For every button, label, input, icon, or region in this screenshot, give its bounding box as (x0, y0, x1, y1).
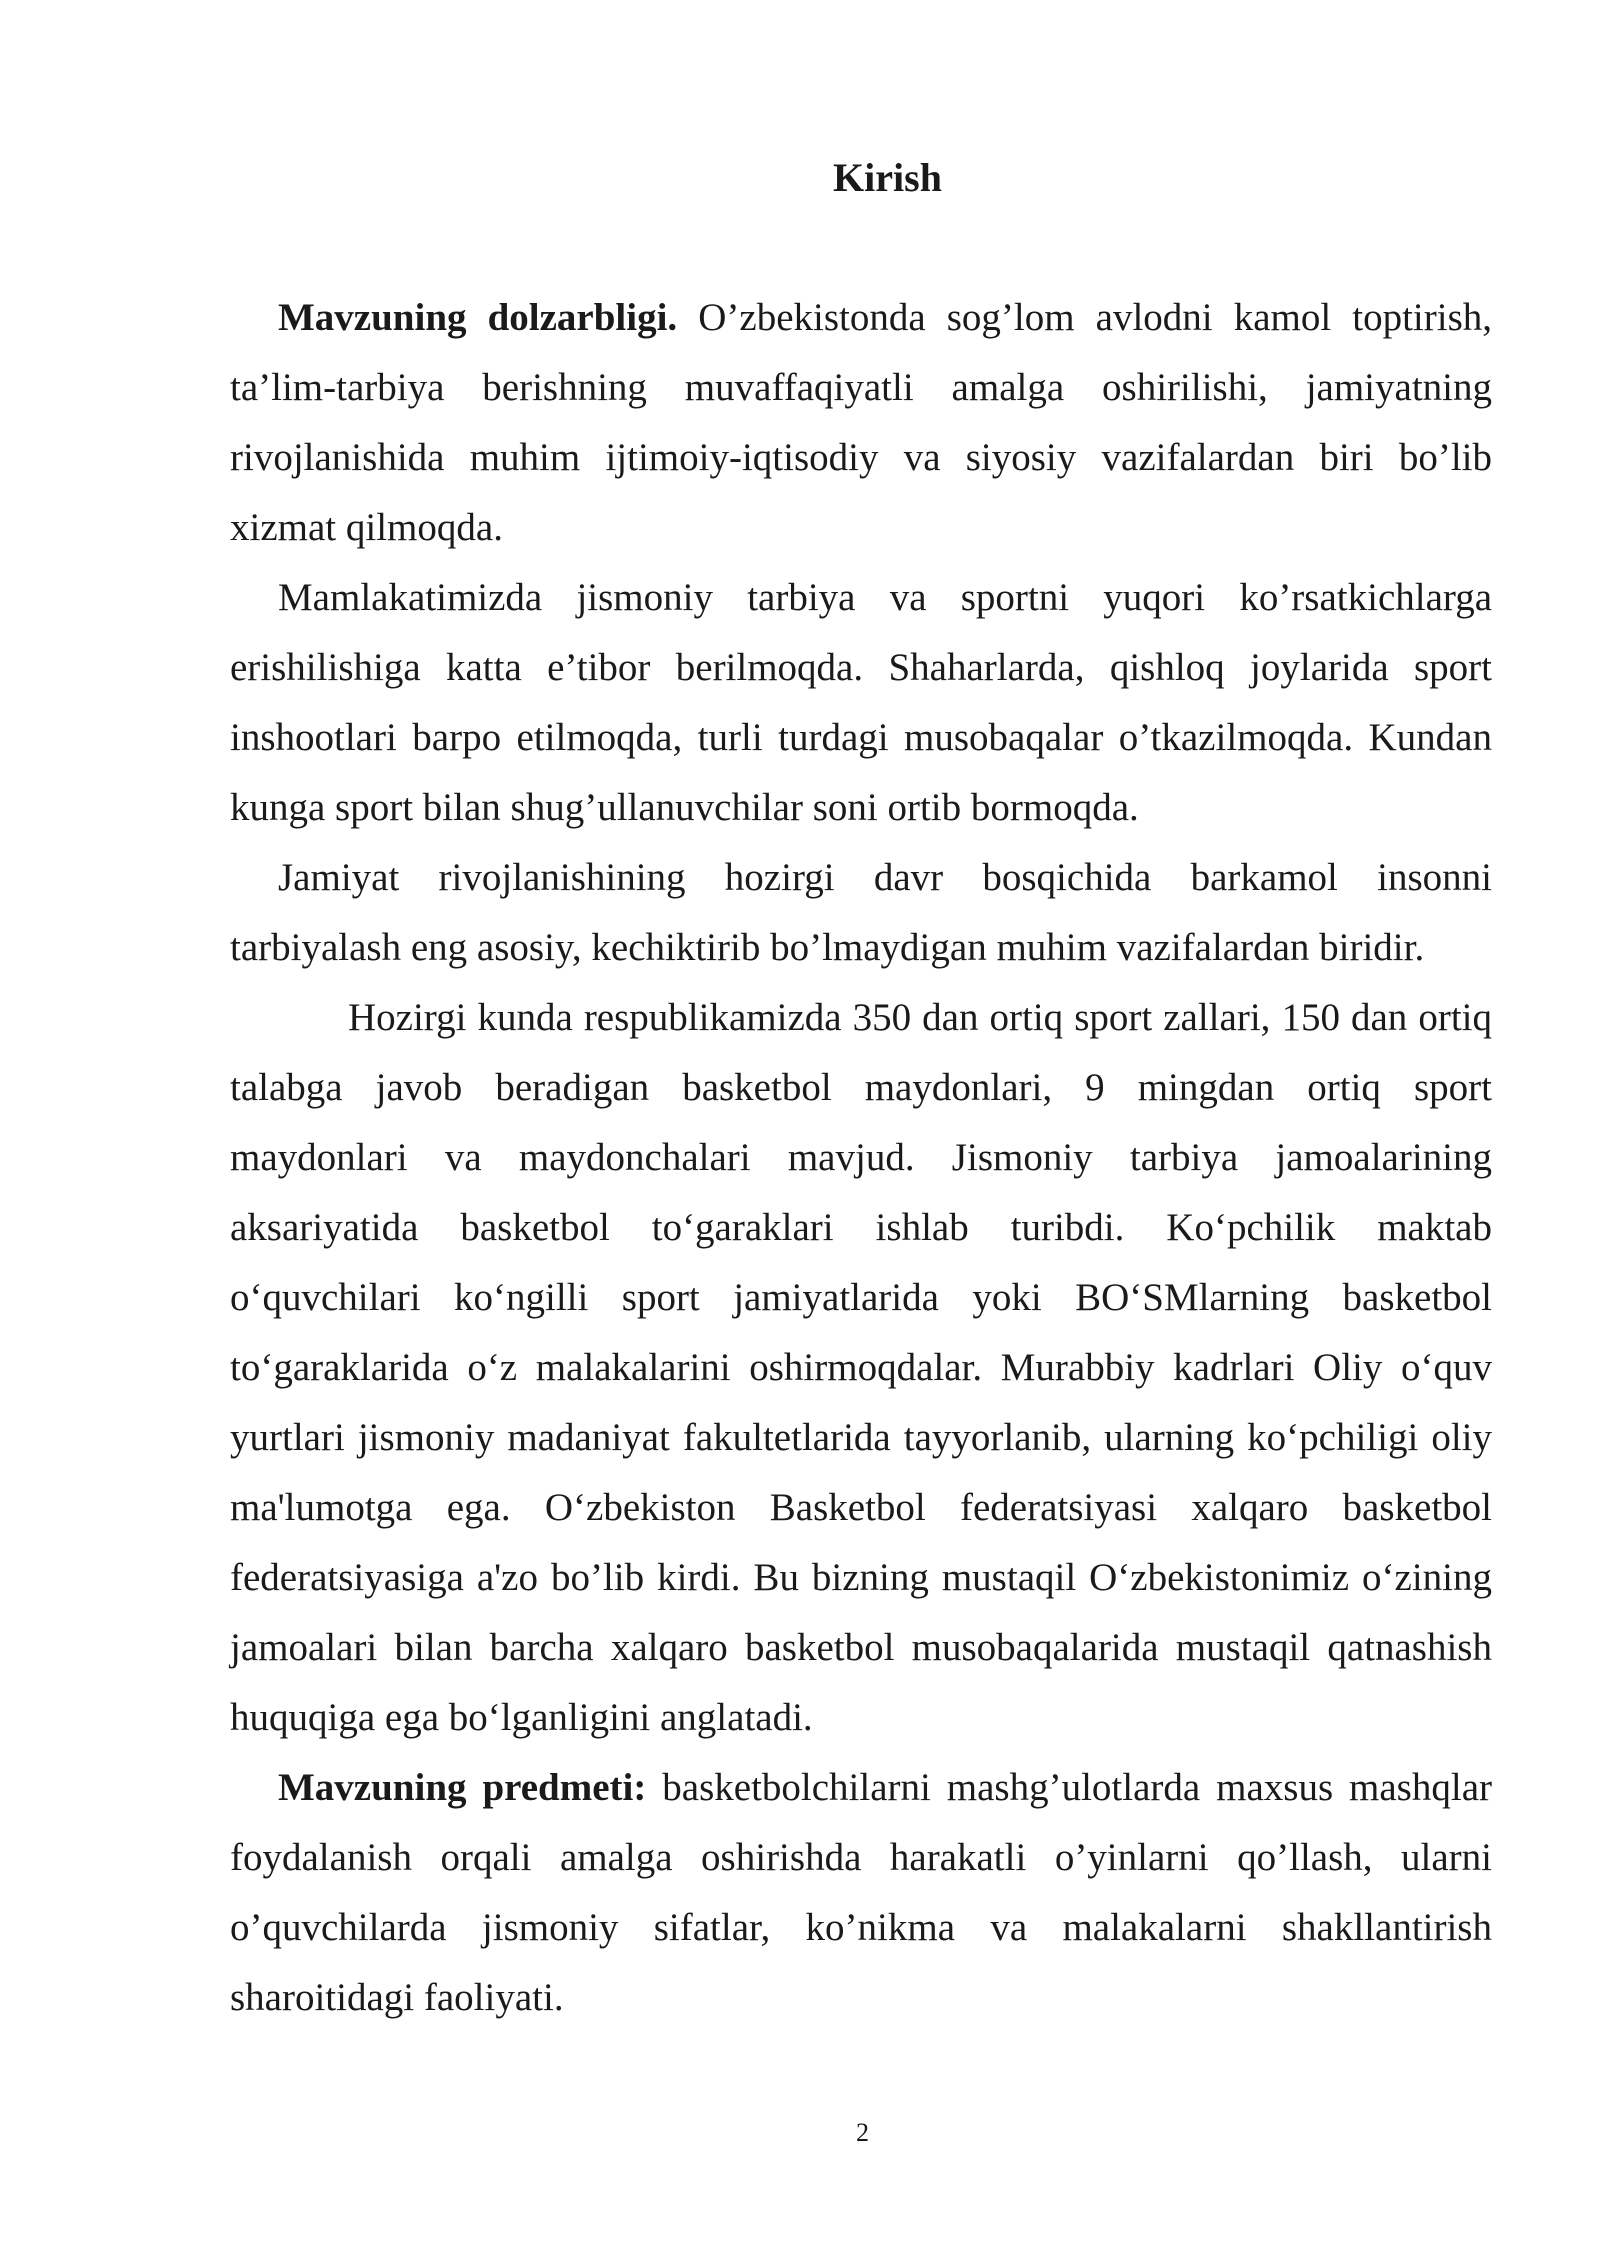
paragraph-text: basketbolchilarni mashg’ulotlarda maxsus mashqlar foydalanish orqali amalga oshirishda harakatli o’yinlarni qo’llash, ularni o’quvchilarda jismoniy sifatlar, ko’nikma va malakalarni shakllantirish sharoitidagi faoliyati. (230, 1766, 1492, 2019)
paragraph-society-development (230, 843, 1492, 983)
paragraph-text: Hozirgi kunda respublikamizda 350 dan ortiq sport zallari, 150 dan ortiq talabga javob beradigan basketbol maydonlari, 9 mingdan ortiq sport maydonlari va maydonchalari mavjud. Jismoniy tarbiya jamoalarining aksariyatida basketbol to‘garaklari ishlab turibdi. Ko‘pchilik maktab o‘quvchilari ko‘ngilli sport jamiyatlarida yoki BO‘SMlarning basketbol to‘garaklarida o‘z malakalarini oshirmoqdalar. Murabbiy kadrlari Oliy o‘quv yurtlari jismoniy madaniyat fakultetlarida tayyorlanib, ularning ko‘pchiligi oliy ma'lumotga ega. O‘zbekiston Basketbol federatsiyasi xalqaro basketbol federatsiyasiga a'zo bo’lib kirdi. Bu bizning mustaqil O‘zbekistonimiz o‘zining jamoalari bilan barcha xalqaro basketbol musobaqalarida mustaqil qatnashish huquqiga ega bo‘lganligini anglatadi. (230, 996, 1492, 1739)
paragraph-lead: Mavzuning predmeti: (278, 1766, 647, 1809)
paragraph-country-sport (230, 563, 1492, 843)
paragraph-relevance (230, 283, 1492, 563)
paragraph-basketball-facilities (230, 983, 1492, 1753)
page-title: Kirish (833, 155, 942, 200)
paragraph-subject (230, 1753, 1492, 2033)
paragraph-text: Jamiyat rivojlanishining hozirgi davr bosqichida barkamol insonni tarbiyalash eng asosiy, kechiktirib bo’lmaydigan muhim vazifalardan biridir. (230, 856, 1492, 969)
document-body (230, 283, 1492, 2033)
paragraph-text: O’zbekistonda sog’lom avlodni kamol toptirish, ta’lim-tarbiya berishning muvaffaqiyatli amalga oshirilishi, jamiyatning rivojlanishida muhim ijtimoiy-iqtisodiy va siyosiy vazifalardan biri bo’lib xizmat qilmoqda. (230, 296, 1492, 549)
paragraph-lead: Mavzuning dolzarbligi. (278, 296, 678, 339)
page-number: 2 (856, 2118, 869, 2147)
paragraph-text: Mamlakatimizda jismoniy tarbiya va sportni yuqori ko’rsatkichlarga erishilishiga katta e’tibor berilmoqda. Shaharlarda, qishloq joylarida sport inshootlari barpo etilmoqda, turli turdagi musobaqalar o’tkazilmoqda. Kundan kunga sport bilan shug’ullanuvchilar soni ortib bormoqda. (230, 576, 1492, 829)
